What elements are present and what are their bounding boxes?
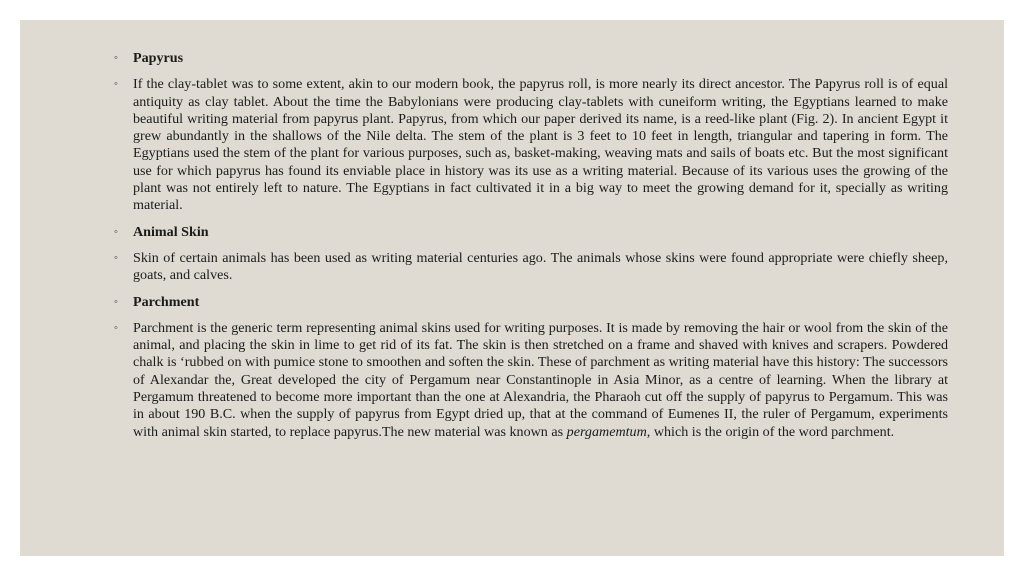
bullet-icon: ◦	[114, 225, 118, 238]
bullet-icon: ◦	[114, 78, 118, 91]
paragraph-papyrus: If the clay-tablet was to some extent, akin to our modern book, the papyrus roll, is more nearly its direct ancestor. The Papyrus roll is of equal antiquity as clay tablet. About the time the Babylonians were producing clay-tablets with cuneiform writing, the Egyptians learned to make beautiful writing material from papyrus plant. Papyrus, from which our paper derived its name, is a reed-like plant (Fig. 2). In ancient Egypt it grew abundantly in the shallows of the Nile delta. The stem of the plant is 3 feet to 10 feet in length, triangular and tapering in form. The Egyptians used the stem of the plant for various purposes, such as, basket-making, weaving mats and sails of boats etc. But the most significant use for which papyrus has found its enviable place in history was its use as a writing material. Because of its various uses the growing of the plant was not entirely left to nature. The Egyptians in fact cultivated it in a big way to meet the growing demand for it, specially as writing material.	[133, 76, 948, 214]
bullet-icon: ◦	[114, 321, 118, 334]
bullet-icon: ◦	[114, 251, 118, 264]
list-item-parchment-body	[114, 320, 948, 441]
bullet-list	[114, 50, 948, 450]
section-heading-parchment: Parchment	[133, 293, 200, 310]
list-item-papyrus-heading	[114, 50, 948, 67]
list-item-animal-skin-heading	[114, 224, 948, 241]
slide	[20, 20, 1004, 556]
parchment-term-italic: pergamemtum,	[566, 423, 651, 440]
paragraph-parchment	[133, 320, 948, 441]
section-heading-papyrus: Papyrus	[133, 50, 184, 66]
paragraph-animal-skin: Skin of certain animals has been used as writing material centuries ago. The animals whose skins were found appropriate were chiefly sheep, goats, and calves.	[133, 249, 948, 284]
bullet-icon: ◦	[114, 295, 118, 308]
parchment-text-end: which is the origin of the word parchment.	[650, 423, 895, 440]
list-item-papyrus-body	[114, 76, 948, 214]
parchment-text-main: Parchment is the generic term representing animal skins used for writing purposes. It is made by removing the hair or wool from the skin of the animal, and placing the skin in lime to get rid of its fat. The skin is then stretched on a frame and shaved with knives and scrapers. Powdered chalk is ‘rubbed on with pumice stone to smoothen and soften the skin. These of parchment as writing material have this history: The successors of Alexandar the, Great developed the city of Pergamum near Constantinople in Asia Minor, as a centre of learning. When the library at Pergamum threatened to become more important than the one at Alexandria, the Pharaoh cut off the supply of papyrus to Pergamum. This was in about 190 B.C. when the supply of papyrus from Egypt dried up, that at the command of Eumenes II, the ruler of Pergamum, experiments with animal skin started, to replace papyrus.The new material was known as	[133, 319, 948, 440]
list-item-parchment-heading	[114, 294, 948, 311]
bullet-icon: ◦	[114, 52, 118, 64]
section-heading-animal-skin: Animal Skin	[133, 223, 209, 240]
list-item-animal-skin-body	[114, 250, 948, 285]
